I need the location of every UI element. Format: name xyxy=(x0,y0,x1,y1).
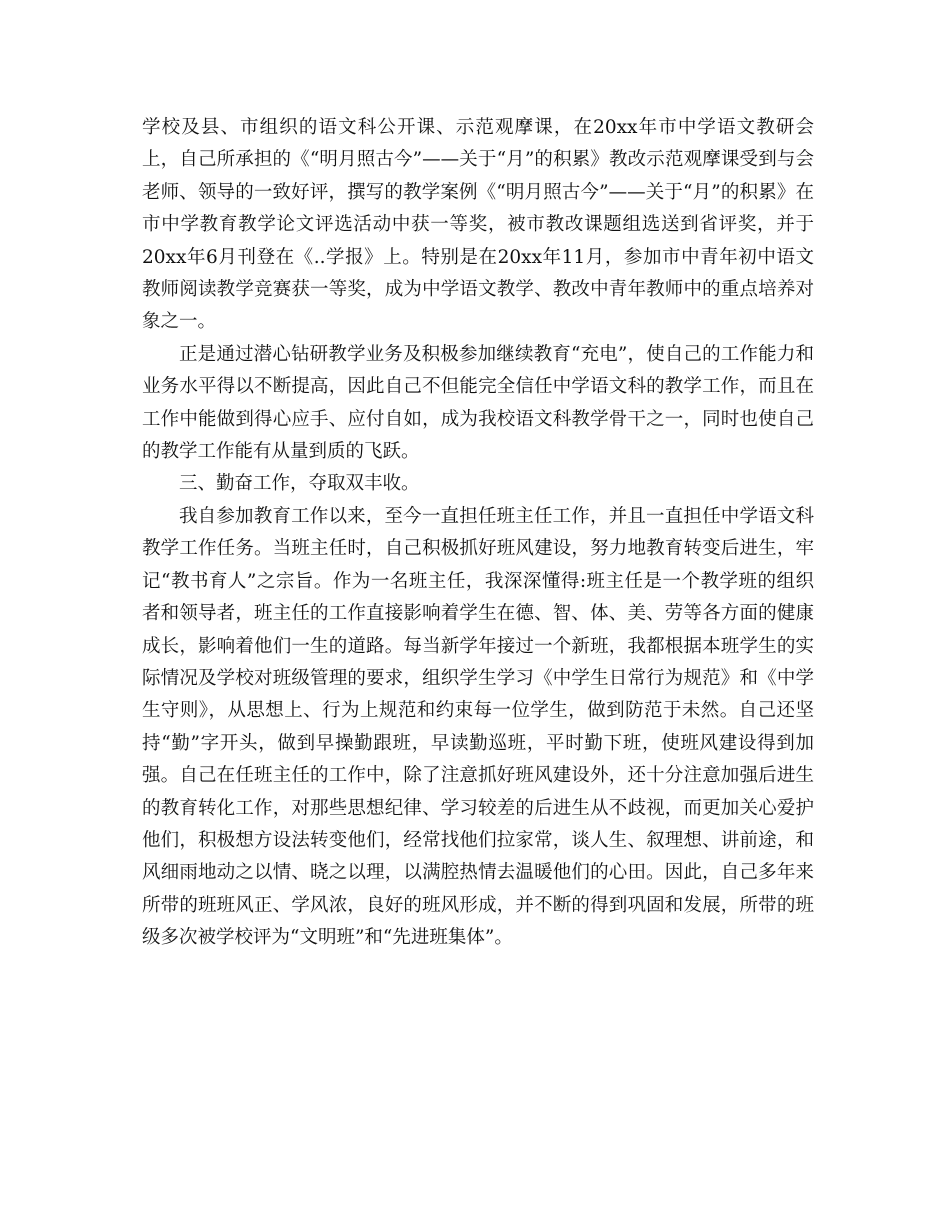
paragraph-1: 学校及县、市组织的语文科公开课、示范观摩课，在20xx年市中学语文教研会上，自己所承担的《“明月照古今”——关于“月”的积累》教改示范观摩课受到与会老师、领导的一致好评，撰写的教学案例《“明月照古今”——关于“月”的积累》在市中学教育教学论文评选活动中获一等奖，被市教改课题组选送到省评奖，并于20xx年6月刊登在《..学报》上。特别是在20xx年11月，参加市中青年初中语文教师阅读教学竞赛获一等奖，成为中学语文教学、教改中青年教师中的重点培养对象之一。 xyxy=(142,117,814,333)
paragraph-3: 我自参加教育工作以来，至今一直担任班主任工作，并且一直担任中学语文科教学工作任务。当班主任时，自己积极抓好班风建设，努力地教育转变后进生，牢记“教书育人”之宗旨。作为一名班主任，我深深懂得:班主任是一个教学班的组织者和领导者，班主任的工作直接影响着学生在德、智、体、美、劳等各方面的健康成长，影响着他们一生的道路。每当新学年接过一个新班，我都根据本班学生的实际情况及学校对班级管理的要求，组织学生学习《中学生日常行为规范》和《中学生守则》，从思想上、行为上规范和约束每一位学生，做到防范于未然。自己还坚持“勤”字开头，做到早操勤跟班，早读勤巡班，平时勤下班，使班风建设得到加强。自己在任班主任的工作中，除了注意抓好班风建设外，还十分注意加强后进生的教育转化工作，对那些思想纪律、学习较差的后进生从不歧视，而更加关心爱护他们，积极想方设法转变他们，经常找他们拉家常，谈人生、叙理想、讲前途，和风细雨地动之以情、晓之以理，以满腔热情去温暖他们的心田。因此，自己多年来所带的班班风正、学风浓，良好的班风形成，并不断的得到巩固和发展，所带的班级多次被学校评为“文明班”和“先进班集体”。 xyxy=(142,505,814,949)
paragraph-2: 正是通过潜心钻研教学业务及积极参加继续教育“充电”，使自己的工作能力和业务水平得以不断提高，因此自己不但能完全信任中学语文科的教学工作，而且在工作中能做到得心应手、应付自如，成为我校语文科教学骨干之一，同时也使自己的教学工作能有从量到质的飞跃。 xyxy=(142,343,814,463)
section-heading: 三、勤奋工作，夺取双丰收。 xyxy=(179,473,420,495)
document-page xyxy=(142,112,814,955)
